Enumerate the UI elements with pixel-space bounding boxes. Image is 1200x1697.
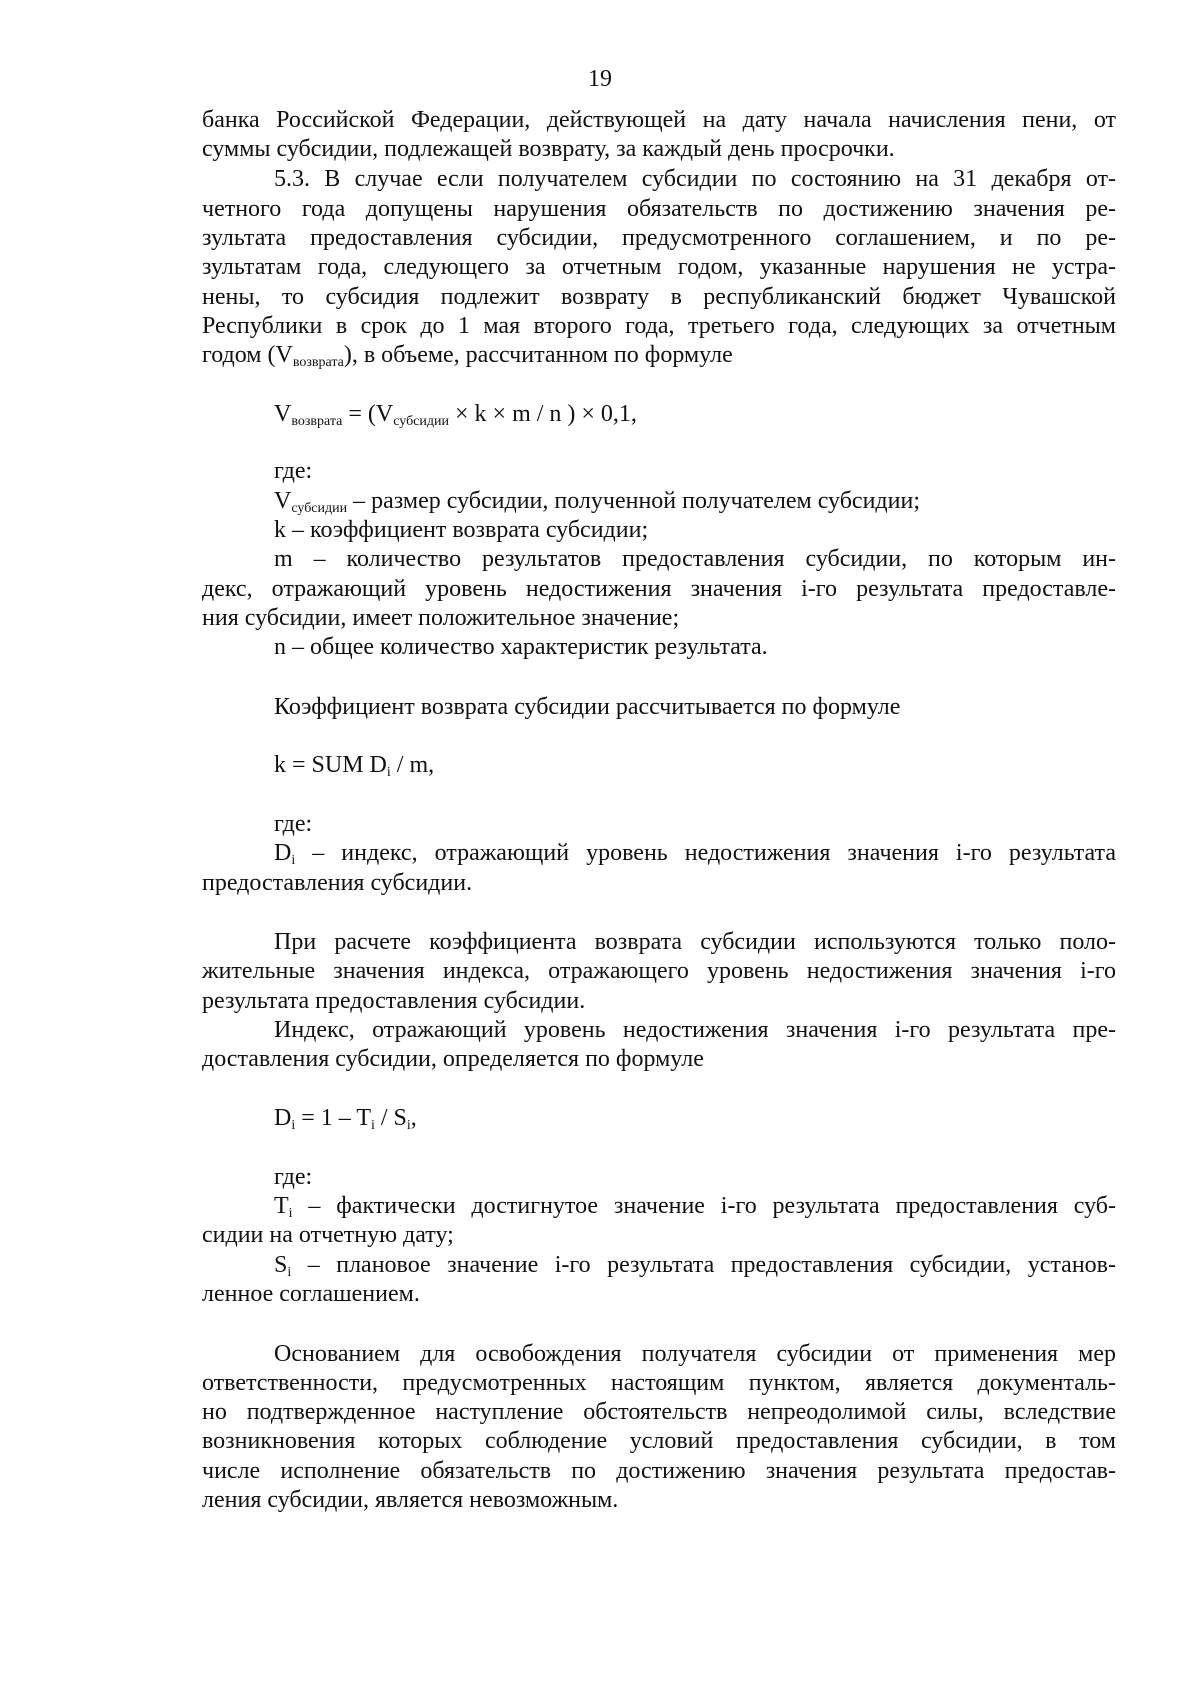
subscript: возврата [292,355,344,370]
text-fragment: – размер субсидии, полученной получателем субсидии; [347,488,920,514]
subscript: i [406,1118,411,1133]
definition-line [274,1192,1116,1221]
subscript: возврата [291,414,343,429]
text-fragment: × k × m / n ) × 0,1, [449,401,637,427]
subscript: i [371,1118,375,1133]
subscript: субсидии [393,414,449,429]
text-line: Основанием для освобождения получателя субсидии от применения мер [274,1341,1116,1367]
text-fragment: D [274,1105,292,1131]
text-fragment: ), в объеме, рассчитанном по формуле [343,342,733,368]
text-fragment: = (V [342,401,394,427]
text-line: При расчете коэффициента возврата субсидии используются только поло- [274,929,1116,955]
text-fragment: – плановое значение i-го результата предоставления субсидии, установ- [291,1252,1116,1278]
text-line: Коэффициент возврата субсидии рассчитывается по формуле [274,694,901,720]
subscript: i [287,1265,292,1280]
text-fragment: годом (V [202,342,293,368]
definition-line: сидии на отчетную дату; [202,1222,454,1248]
text-fragment: – фактически достигнутое значение i-го результата предоставления суб- [292,1193,1116,1219]
subscript: i [291,853,296,868]
text-line: возникновения которых соблюдение условий предоставления субсидии, в том [202,1428,1116,1454]
formula-index [274,1104,1188,1133]
text-line: жительные значения индекса, отражающего уровень недостижения значения i-го [202,958,1116,984]
definition-line: m – количество результатов предоставления субсидии, по которым ин- [274,546,1116,572]
definition-line: k – коэффициент возврата субсидии; [274,517,649,543]
text-line [202,341,1116,370]
text-line: нены, то субсидия подлежит возврату в республиканский бюджет Чувашской [202,284,1116,310]
text-fragment: / S [374,1105,407,1131]
text-line: Республики в срок до 1 мая второго года, третьего года, следующих за отчетным [202,313,1116,339]
definition-line: ленное соглашением. [202,1281,420,1307]
definition-line [274,839,1116,868]
definition-line: декс, отражающий уровень недостижения значения i-го результата предоставле- [202,576,1116,602]
where-label: где: [274,458,313,484]
text-fragment: T [274,1193,289,1219]
where-label: где: [274,1164,313,1190]
text-line: но подтвержденное наступление обстоятельств непреодолимой силы, вследствие [202,1399,1116,1425]
definition-line [274,1251,1116,1280]
definition-line: n – общее количество характеристик результата. [274,634,768,660]
text-line: ответственности, предусмотренных настоящим пунктом, является документаль- [202,1370,1116,1396]
text-fragment: = 1 – T [295,1105,371,1131]
text-fragment: / m, [390,752,435,778]
text-line: зультата предоставления субсидии, предусмотренного соглашением, и по ре- [202,225,1116,251]
text-fragment: S [274,1252,288,1278]
text-fragment: D [274,840,292,866]
text-line: ления субсидии, является невозможным. [202,1487,619,1513]
text-line: четного года допущены нарушения обязательств по достижению значения ре- [202,196,1116,222]
definition-line: предоставления субсидии. [202,870,473,896]
formula-coefficient [274,751,1188,780]
text-line: доставления субсидии, определяется по формуле [202,1046,704,1072]
subscript: i [288,1206,293,1221]
subscript: i [386,765,391,780]
formula-refund [274,400,1188,429]
text-fragment: – индекс, отражающий уровень недостижения значения i-го результата [295,840,1116,866]
text-fragment: k = SUM D [274,752,387,778]
text-line: зультатам года, следующего за отчетным годом, указанные нарушения не устра- [202,254,1116,280]
definition-line [274,487,1116,516]
text-line: числе исполнение обязательств по достижению значения результата предостав- [202,1458,1116,1484]
text-line: суммы субсидии, подлежащей возврату, за каждый день просрочки. [202,136,895,162]
text-line: банка Российской Федерации, действующей на дату начала начисления пени, от [202,107,1116,133]
subscript: i [291,1118,296,1133]
text-line: Индекс, отражающий уровень недостижения значения i-го результата пре- [274,1017,1116,1043]
text-fragment: V [274,488,292,514]
text-line: результата предоставления субсидии. [202,988,586,1014]
text-line: 5.3. В случае если получателем субсидии по состоянию на 31 декабря от- [274,166,1116,192]
definition-line: ния субсидии, имеет положительное значение; [202,605,680,631]
text-fragment: V [274,401,292,427]
where-label: где: [274,811,313,837]
page-number: 19 [588,66,612,92]
text-fragment: , [410,1105,417,1131]
subscript: субсидии [291,501,348,516]
